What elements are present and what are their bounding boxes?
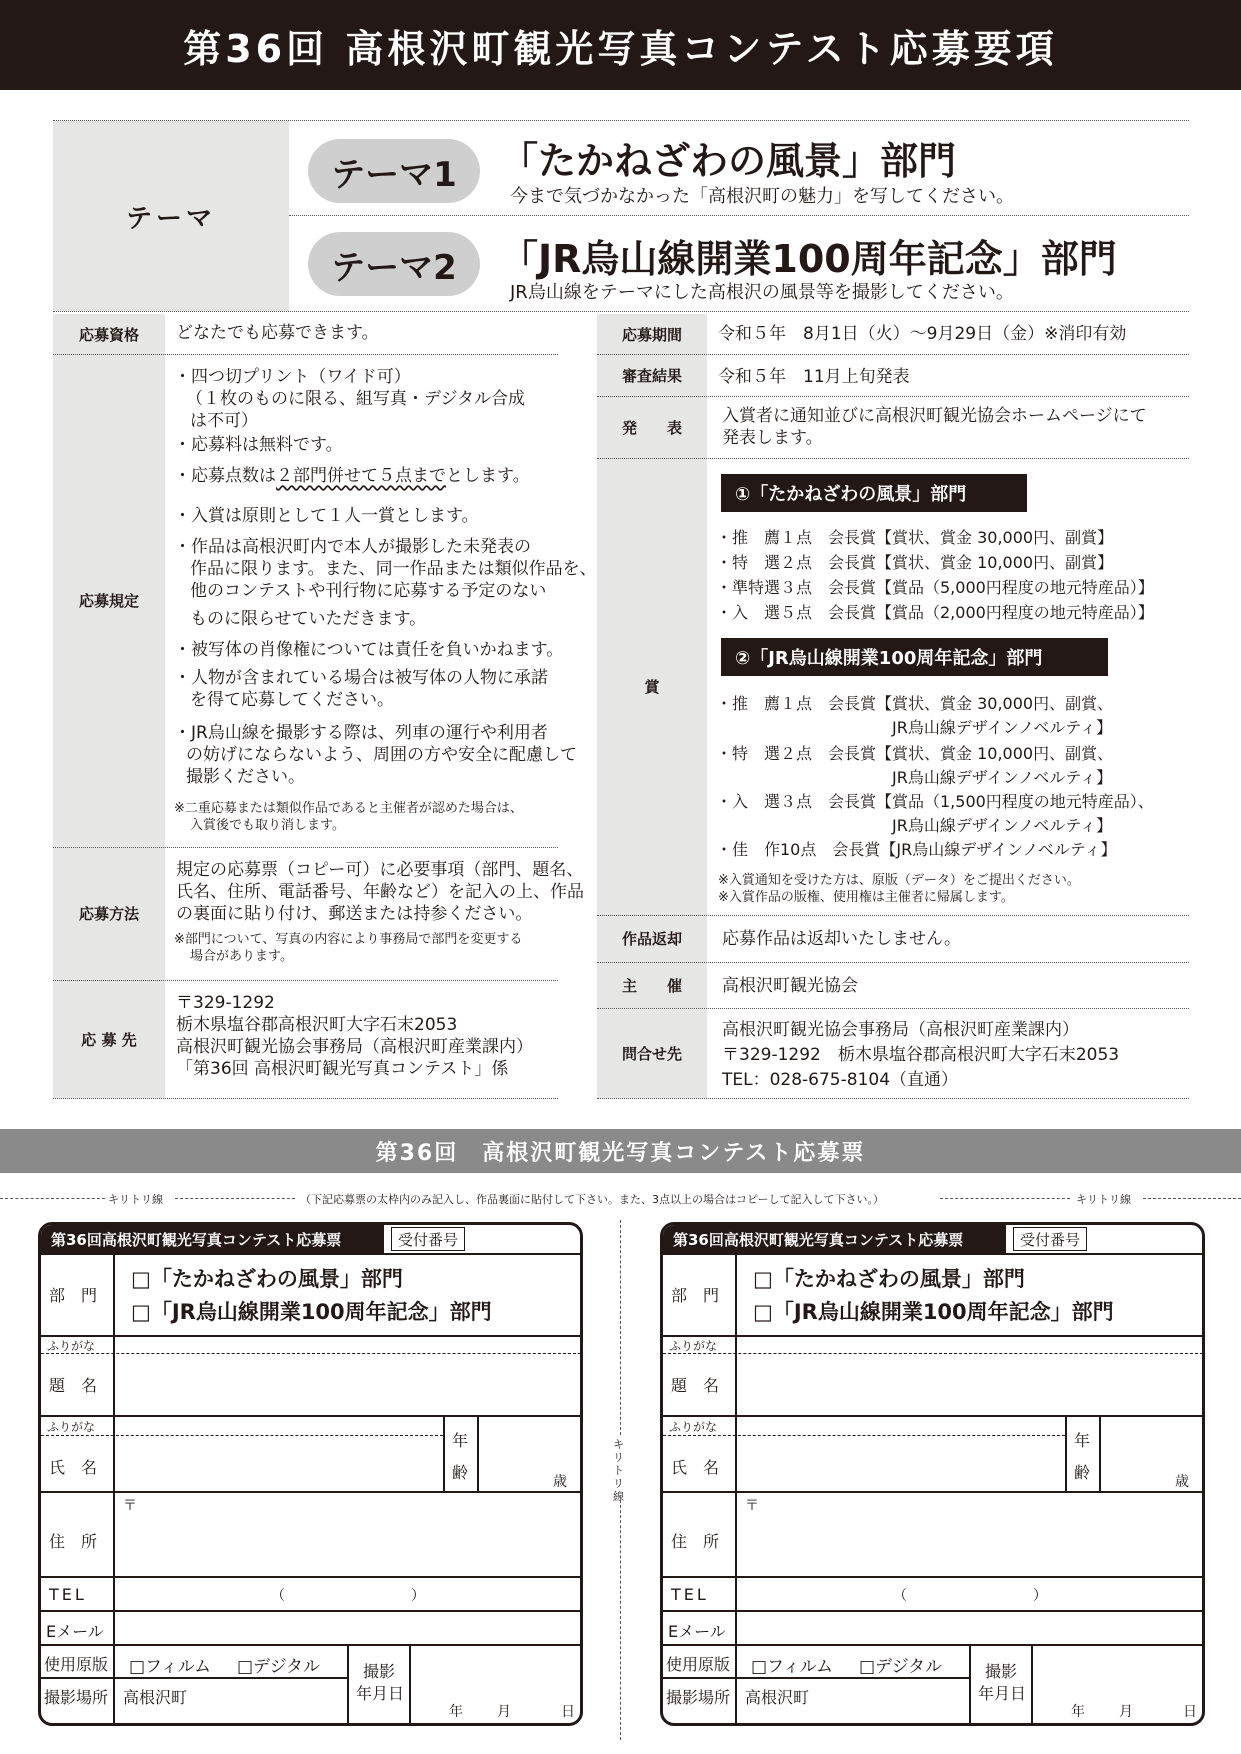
rule-line: ・被写体の肖像権については責任を負いかねます。 — [174, 640, 564, 660]
date-input[interactable] — [411, 1646, 583, 1726]
prize-line: ・入 選３点 会長賞【賞品（1,500円程度の地元特産品）、 — [716, 792, 1154, 811]
dept-label: 部 門 — [671, 1286, 720, 1305]
postal-mark: 〒 — [123, 1498, 137, 1514]
place-value[interactable]: 高根沢町 — [745, 1688, 810, 1707]
prize-line: ・特 選２点 会長賞【賞状、賞金 10,000円、副賞】 — [716, 553, 1114, 572]
rule-count-suffix: とします。 — [446, 466, 530, 486]
receipt-number-field[interactable]: 受付番号 — [391, 1227, 465, 1251]
postal-mark: 〒 — [745, 1498, 759, 1514]
year-unit: 年 — [1071, 1704, 1085, 1720]
theme1-pill: テーマ1 — [308, 139, 480, 203]
rules-note: ※二重応募または類似作品であると主催者が認めた場合は、 — [174, 801, 523, 816]
dept-option-1-checkbox[interactable]: □「たかねざわの風景」部門 — [753, 1267, 1025, 1291]
age-unit: 歳 — [553, 1474, 567, 1490]
tel-label: TEL — [671, 1585, 709, 1604]
address-label: 住 所 — [49, 1532, 98, 1551]
tel-label: TEL — [49, 1585, 87, 1604]
film-checkbox[interactable]: □フィルム — [129, 1657, 212, 1677]
title-input[interactable] — [115, 1354, 583, 1415]
tel-input[interactable] — [115, 1578, 583, 1610]
tel-paren-close: ） — [411, 1588, 425, 1604]
date-label: 年月日 — [356, 1684, 405, 1703]
email-label: Eメール — [46, 1622, 104, 1641]
age-unit: 歳 — [1175, 1474, 1189, 1490]
entry-form-right — [660, 1222, 1205, 1726]
contact-line: TEL：028-675-8104（直通） — [722, 1070, 959, 1090]
form-head: 第36回高根沢町観光写真コンテスト応募票 — [41, 1225, 384, 1253]
day-unit: 日 — [1183, 1704, 1197, 1720]
theme2-desc: JR烏山線をテーマにした高根沢の風景等を撮影してください。 — [510, 282, 1014, 303]
dept-option-2-checkbox[interactable]: □「JR烏山線開業100周年記念」部門 — [131, 1300, 492, 1324]
title-furigana-label: ふりがな — [47, 1339, 96, 1353]
age-label: 年 — [452, 1431, 469, 1450]
return-label: 作品返却 — [621, 930, 682, 948]
rule-line: 作品に限ります。また、同一作品または類似作品を、 — [190, 559, 597, 579]
place-value[interactable]: 高根沢町 — [123, 1688, 188, 1707]
theme2-title: 「JR烏山線開業100周年記念」部門 — [500, 237, 1117, 281]
rule-count-emphasis: ２部門併せて５点まで — [276, 466, 446, 486]
method-note: 場合があります。 — [190, 949, 293, 964]
dept-option-2-checkbox[interactable]: □「JR烏山線開業100周年記念」部門 — [753, 1300, 1114, 1324]
rule-line: ・作品は高根沢町内で本人が撮影した未発表の — [174, 537, 531, 557]
rules-label: 応募規定 — [78, 592, 139, 610]
result-label: 審査結果 — [621, 366, 682, 385]
method-line: 氏名、住所、電話番号、年齢など）を記入の上、作品 — [176, 882, 584, 902]
name-label: 氏 名 — [671, 1458, 720, 1477]
prize-line: ・推 薦１点 会長賞【賞状、賞金 30,000円、副賞、 — [716, 694, 1114, 713]
month-unit: 月 — [1119, 1704, 1133, 1720]
email-input[interactable] — [737, 1612, 1205, 1644]
age-label: 年 — [1074, 1431, 1091, 1450]
prize-section1-title: ①「たかねざわの風景」部門 — [721, 474, 1027, 512]
place-label: 撮影場所 — [44, 1688, 109, 1707]
form-head: 第36回高根沢町観光写真コンテスト応募票 — [663, 1225, 1006, 1253]
prize-line: JR烏山線デザインノベルティ】 — [716, 768, 1113, 787]
name-furigana-label: ふりがな — [47, 1420, 96, 1434]
date-label: 撮影 — [985, 1662, 1018, 1681]
contact-label: 問合せ先 — [621, 1044, 682, 1063]
host-label: 主 催 — [621, 976, 682, 995]
method-line: 規定の応募票（コピー可）に必要事項（部門、題名、 — [176, 860, 584, 880]
page-header — [0, 0, 1241, 90]
name-input[interactable] — [737, 1436, 1065, 1491]
digital-checkbox[interactable]: □デジタル — [237, 1657, 321, 1677]
cut-note: （下記応募票の太枠内のみ記入し、作品裏面に貼付して下さい。また、3点以上の場合はコピーして記入して下さい。） — [300, 1193, 885, 1206]
tel-input[interactable] — [737, 1578, 1205, 1610]
rule-line: ものに限らせていただきます。 — [190, 609, 427, 629]
rule-count-prefix: ・応募点数は — [174, 466, 276, 486]
rule-line: の妨げにならないよう、周囲の方や安全に配慮して — [186, 745, 577, 765]
result-text: 令和５年 11月上旬発表 — [718, 367, 910, 387]
address-input[interactable] — [737, 1493, 1205, 1576]
date-label: 年月日 — [978, 1684, 1027, 1703]
destination-line: 高根沢町観光協会事務局（高根沢町産業課内） — [176, 1037, 533, 1057]
method-note: ※部門について、写真の内容により事務局で部門を変更する — [174, 932, 523, 947]
theme1-title: 「たかねざわの風景」部門 — [500, 139, 957, 183]
place-label: 撮影場所 — [666, 1688, 731, 1707]
rules-note: 入賞後でも取り消します。 — [190, 818, 345, 833]
rule-line: ・JR烏山線を撮影する際は、列車の運行や利用者 — [174, 723, 548, 743]
announce-line: 入賞者に通知並びに高根沢町観光協会ホームページにて — [722, 406, 1147, 426]
method-line: の裏面に貼り付け、郵送または持参ください。 — [176, 904, 533, 924]
prize-line: ・佳 作10点 会長賞【JR烏山線デザインノベルティ】 — [716, 840, 1117, 859]
digital-checkbox[interactable]: □デジタル — [859, 1657, 943, 1677]
prize-line: ・準特選３点 会長賞【賞品（5,000円程度の地元特産品）】 — [716, 578, 1154, 597]
page-title: 第36回 高根沢町観光写真コンテスト応募要項 — [183, 26, 1058, 71]
date-input[interactable] — [1033, 1646, 1205, 1726]
title-furigana-label: ふりがな — [669, 1339, 718, 1353]
announce-label: 発 表 — [621, 418, 682, 437]
rule-line: ・四つ切プリント（ワイド可） — [174, 367, 411, 387]
return-text: 応募作品は返却いたしません。 — [722, 929, 962, 949]
rule-line: ・人物が含まれている場合は被写体の人物に承諾 — [174, 668, 548, 688]
rule-line: ・入賞は原則として１人一賞とします。 — [174, 506, 479, 526]
theme2-pill: テーマ2 — [308, 232, 480, 296]
contact-line: 〒329-1292 栃木県塩谷郡高根沢町大字石末2053 — [722, 1045, 1120, 1065]
tel-paren-open: （ — [893, 1588, 907, 1604]
cut-label-vertical: キリトリ線 — [613, 1438, 624, 1503]
prize-line: ・入 選５点 会長賞【賞品（2,000円程度の地元特産品）】 — [716, 603, 1154, 622]
theme1-desc: 今まで気づかなかった「高根沢町の魅力」を写してください。 — [510, 186, 1014, 207]
period-label: 応募期間 — [621, 325, 682, 344]
tel-paren-close: ） — [1033, 1588, 1047, 1604]
prize-note: ※入賞通知を受けた方は、原版（データ）をご提出ください。 — [718, 873, 1080, 888]
title-label: 題 名 — [671, 1376, 720, 1395]
title-label: 題 名 — [49, 1376, 98, 1395]
destination-line: 栃木県塩谷郡高根沢町大字石末2053 — [176, 1015, 458, 1035]
prize-note: ※入賞作品の版権、使用権は主催者に帰属します。 — [718, 890, 1014, 905]
name-label: 氏 名 — [49, 1458, 98, 1477]
date-label: 撮影 — [363, 1662, 396, 1681]
email-input[interactable] — [115, 1612, 583, 1644]
year-unit: 年 — [449, 1704, 463, 1720]
prize-line: JR烏山線デザインノベルティ】 — [716, 718, 1113, 737]
name-furigana-label: ふりがな — [669, 1420, 718, 1434]
theme-label: テーマ — [125, 203, 216, 234]
prize-line: ・特 選２点 会長賞【賞状、賞金 10,000円、副賞、 — [716, 744, 1114, 763]
prize-section2-title: ②「JR烏山線開業100周年記念」部門 — [721, 638, 1108, 676]
contact-line: 高根沢町観光協会事務局（高根沢町産業課内） — [722, 1020, 1079, 1040]
destination-label: 応 募 先 — [81, 1030, 137, 1049]
dept-option-1-checkbox[interactable]: □「たかねざわの風景」部門 — [131, 1267, 403, 1291]
age-label: 齢 — [1074, 1463, 1091, 1482]
film-checkbox[interactable]: □フィルム — [751, 1657, 834, 1677]
rule-line: は不可） — [190, 411, 258, 431]
cut-label-left: キリトリ線 — [108, 1193, 163, 1206]
prize-line: JR烏山線デザインノベルティ】 — [716, 816, 1113, 835]
day-unit: 日 — [561, 1704, 575, 1720]
cut-label-right: キリトリ線 — [1076, 1193, 1131, 1206]
rule-line: ・応募料は無料です。 — [174, 435, 343, 455]
prize-label: 賞 — [644, 678, 660, 696]
method-label: 応募方法 — [78, 905, 139, 923]
original-label: 使用原版 — [666, 1655, 731, 1674]
age-input[interactable] — [479, 1417, 583, 1491]
name-input[interactable] — [115, 1436, 443, 1491]
email-label: Eメール — [668, 1622, 726, 1641]
tel-paren-open: （ — [271, 1588, 285, 1604]
rule-line: 他のコンテストや刊行物に応募する予定のない — [190, 581, 547, 601]
period-text: 令和５年 8月1日（火）～9月29日（金）※消印有効 — [718, 324, 1127, 344]
address-input[interactable] — [115, 1493, 583, 1576]
age-input[interactable] — [1101, 1417, 1205, 1491]
prize-line: ・推 薦１点 会長賞【賞状、賞金 30,000円、副賞】 — [716, 528, 1114, 547]
eligibility-label: 応募資格 — [78, 325, 139, 344]
rule-line: 撮影ください。 — [186, 767, 305, 787]
destination-line: 〒329-1292 — [176, 993, 275, 1013]
eligibility-text: どなたでも応募できます。 — [176, 323, 379, 343]
rule-line-count — [174, 465, 530, 487]
host-text: 高根沢町観光協会 — [722, 976, 858, 996]
title-input[interactable] — [737, 1354, 1205, 1415]
rule-line: （１枚のものに限る、組写真・デジタル合成 — [186, 389, 525, 409]
rule-line: を得て応募してください。 — [190, 690, 394, 710]
original-label: 使用原版 — [44, 1655, 109, 1674]
address-label: 住 所 — [671, 1532, 720, 1551]
receipt-number-field[interactable]: 受付番号 — [1013, 1227, 1087, 1251]
entry-form-left — [38, 1222, 583, 1726]
dept-label: 部 門 — [49, 1286, 98, 1305]
month-unit: 月 — [497, 1704, 511, 1720]
entry-bar — [0, 1129, 1241, 1173]
age-label: 齢 — [452, 1463, 469, 1482]
announce-line: 発表します。 — [722, 428, 823, 448]
entry-bar-title: 第36回 高根沢町観光写真コンテスト応募票 — [375, 1140, 866, 1166]
destination-line: 「第36回 高根沢町観光写真コンテスト」係 — [176, 1059, 509, 1079]
